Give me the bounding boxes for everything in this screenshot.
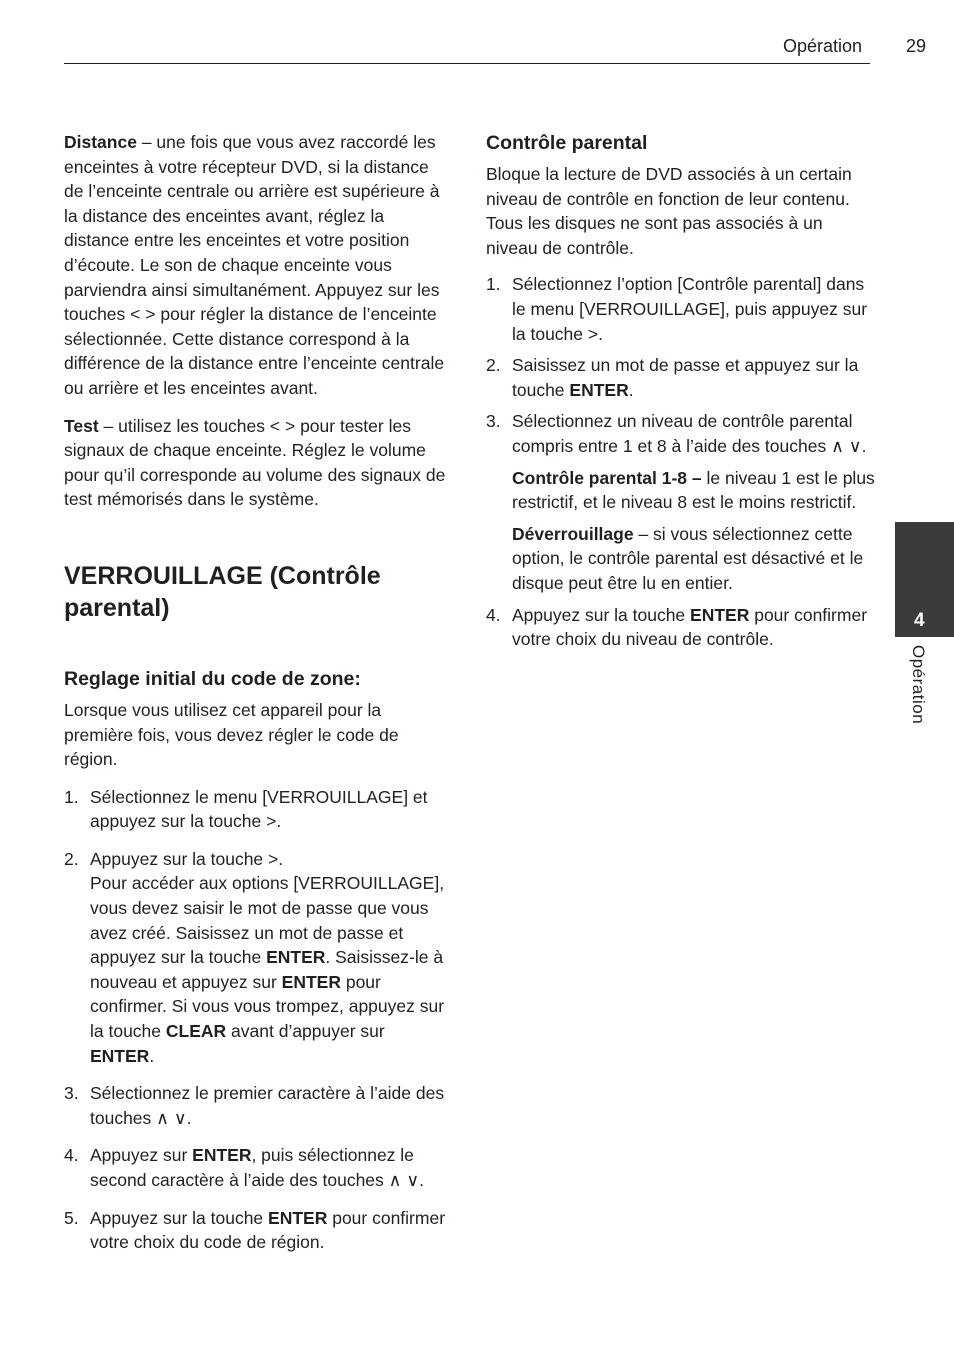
test-paragraph [64,414,452,512]
section-title: VERROUILLAGE (Contrôle parental) [64,561,381,622]
key-symbol: ∧ ∨ [388,1170,420,1190]
step-text: Sélectionnez le premier caractère à l’aide des touches [90,1083,445,1128]
list-item [64,1143,452,1192]
level-term: Contrôle parental 1-8 – [512,467,702,488]
step-text: Appuyez sur [90,1145,193,1166]
step-number: 4. [486,604,501,625]
chapter-number: 4 [914,610,925,631]
right-column [486,130,876,659]
step-text: . [278,848,284,869]
enter-key: ENTER [266,947,326,968]
key-symbol: > [266,811,277,832]
parental-intro: Bloque la lecture de DVD associés à un certain niveau de contrôle en fonction de leur contenu. Tous les disques ne sont pas associés à un niveau de contrôle. [486,164,852,258]
step-text-end: . [149,1045,155,1066]
step-number: 4. [64,1145,79,1166]
parental-heading: Contrôle parental [486,132,648,154]
key-symbol: ∧ ∨ [831,435,862,456]
step-number: 1. [486,274,501,295]
step-text: Appuyez sur la touche [90,848,269,869]
key-symbol: > [268,848,279,869]
enter-key: ENTER [569,379,629,400]
clear-key: CLEAR [165,1021,227,1042]
step-text: Sélectionnez un niveau de contrôle parental compris entre 1 et 8 à l’aide des touches [512,411,853,456]
step-number: 2. [64,848,79,869]
list-item [486,272,876,346]
list-item [64,1081,452,1130]
step-text: Appuyez sur la touche [512,604,691,625]
step-number: 2. [486,355,501,376]
enter-key: ENTER [281,971,341,992]
region-steps [64,785,452,1255]
step-number: 3. [64,1083,79,1104]
step-text-end: . [628,379,634,400]
distance-text-1: – une fois que vous avez raccordé les enceintes à votre récepteur DVD, si la distance de l’enceinte centrale ou arrière est supérieure à la distance des enceintes avant, réglez la distance entre les enceintes et votre position d’écoute. Le son de chaque enceinte vous parviendra ainsi simultanément. Appuyez sur les touches [64,132,440,325]
step-text: Sélectionnez le menu [VERROUILLAGE] et appuyez sur la touche [90,786,428,832]
region-heading: Reglage initial du code de zone: [64,667,361,690]
chapter-label: Opération [909,645,928,725]
step-text: pour confirmer. Si vous vous trompez, appuyez sur la touche [90,971,445,1042]
list-item [64,847,452,1068]
enter-key: ENTER [268,1207,328,1228]
key-symbol: > [587,323,599,344]
distance-term: Distance [64,132,137,152]
step-text: Pour accéder aux options [VERROUILLAGE], vous devez saisir le mot de passe que vous avez créé. Saisissez un mot de passe et appuyez sur la touche [90,873,445,968]
parental-steps [486,272,876,651]
step-text: . Saisissez-le à nouveau et appuyez sur [90,947,444,992]
test-term: Test [64,415,99,436]
distance-text-2: pour régler la distance de l’enceinte sélectionnée. Cette distance correspond à la différence de la distance entre l’enceinte centrale ou arrière et les enceintes avant. [64,304,445,398]
step-text-end: . [186,1107,192,1128]
test-keys: < > [269,415,296,436]
level-text: le niveau 1 est le plus restrictif, et le niveau 8 est le moins restrictif. [512,467,875,513]
step-text-end: . [419,1170,425,1190]
step-text-end: . [276,811,282,832]
list-item [64,1206,452,1255]
step-number: 5. [64,1207,79,1228]
enter-key: ENTER [90,1045,150,1066]
level-note [512,466,876,515]
header-section-title: Opération [783,36,863,56]
region-intro: Lorsque vous utilisez cet appareil pour la première fois, vous devez régler le code de région. [64,699,399,770]
key-symbol: ∧ ∨ [156,1107,187,1128]
step-text-end: . [598,323,603,344]
distance-keys: < > [130,304,156,325]
step-text-end: . [861,435,867,456]
left-column [64,130,452,1268]
unlock-term: Déverrouillage [512,523,634,544]
header-divider [64,63,870,64]
unlock-note [512,522,876,596]
step-text: , puis sélectionnez le second caractère à l’aide des touches [90,1145,414,1190]
page-number: 29 [906,36,927,56]
list-item [486,409,876,595]
test-text-2: pour tester les signaux de chaque enceinte. Réglez le volume pour qu’il corresponde au volume des signaux de test mémorisés dans le système. [64,415,446,510]
list-item [64,785,452,834]
step-text: Appuyez sur la touche [90,1207,269,1228]
step-text: Saisissez un mot de passe et appuyez sur la touche [512,355,859,400]
step-text: pour confirmer votre choix du code de région. [90,1207,446,1253]
list-item [486,353,876,402]
test-text-1: – utilisez les touches [98,415,270,436]
distance-paragraph [64,130,452,401]
list-item [486,603,876,652]
step-text: pour confirmer votre choix du niveau de contrôle. [512,604,868,650]
step-text: Sélectionnez l’option [Contrôle parental] dans le menu [VERROUILLAGE], puis appuyez sur la touche [512,274,868,344]
step-number: 3. [486,411,501,432]
enter-key: ENTER [690,604,750,625]
unlock-text: – si vous sélectionnez cette option, le contrôle parental est désactivé et le disque peut être lu en entier. [512,523,864,593]
enter-key: ENTER [192,1145,252,1166]
step-text: avant d’appuyer sur [226,1021,385,1042]
step-number: 1. [64,786,79,807]
